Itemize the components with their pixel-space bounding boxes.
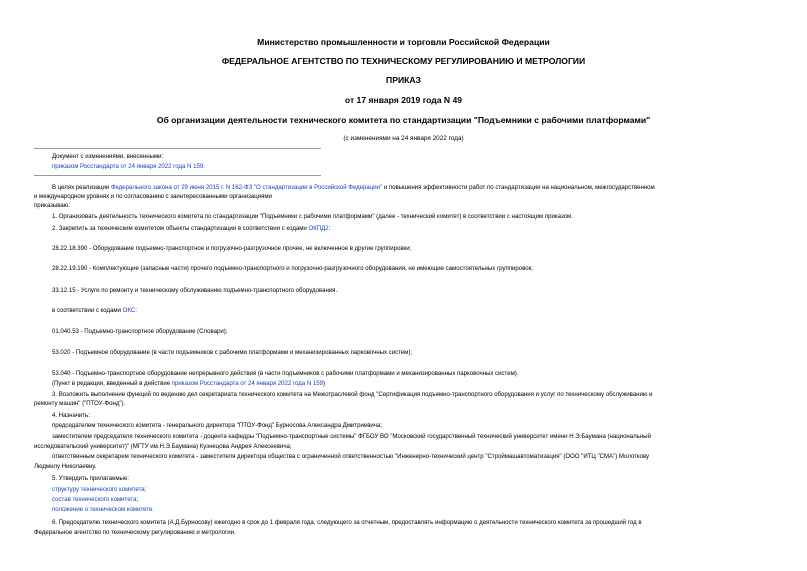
oks-line <box>52 306 137 315</box>
intro-line-1 <box>52 183 655 192</box>
regulation-link[interactable]: положение о техническом комитете. <box>52 506 155 513</box>
changes-order-link[interactable]: приказом Росстандарта от 24 января 2022 года N 159. <box>52 163 205 170</box>
code-item: 28.22.19.190 - Комплектующие (запасные части) прочего подъемно-транспортного и погрузочно-разгрузочного оборудования, не имеющие самостоятельных группировок; <box>52 265 533 272</box>
p2-post: : <box>328 225 331 232</box>
oks-pre: в соответствии с кодами <box>52 307 123 314</box>
changes-label: Документ с изменениями, внесенными: <box>52 153 164 160</box>
deputy-appointment-line-1: заместителем председателя технического комитета - доцента кафедры "Подъемно-транспортные системы" ФГБОУ ВО "Московский государственный технический университет имени Н.Э.Баумана (национальный <box>52 433 651 440</box>
composition-link[interactable]: состав технического комитета; <box>52 496 139 503</box>
chair-appointment: председателем технического комитета - генерального директора "ПТОУ-Фонд" Бурносова Александра Дмитриевича; <box>52 422 383 429</box>
structure-link[interactable]: структуру технического комитета; <box>52 486 147 493</box>
intro-post: и повышения эффективности работ по стандартизации на национальном, межгосударственном <box>382 184 655 191</box>
changes-link[interactable] <box>52 162 205 171</box>
law-link[interactable]: Федерального закона от 29 июня 2015 г. N 162-ФЗ "О стандартизации в Российской Федерации" <box>110 184 383 191</box>
structure-link-line[interactable] <box>52 485 146 494</box>
code-item: 28.22.18.390 - Оборудование подъемно-транспортное и погрузочно-разгрузочное прочее, не включенное в другие группировки; <box>52 245 412 252</box>
document-date-number: от 17 января 2019 года N 49 <box>344 95 463 105</box>
intro-pre: В целях реализации <box>52 184 111 191</box>
deputy-appointment-line-2: исследовательский университет)" (МГТУ им.Н.Э.Баумана) Кузнецова Андрея Алексеевича; <box>34 443 292 450</box>
edition-pre: (Пункт в редакции, введенный в действие <box>52 380 172 387</box>
document-title: Об организации деятельности технического комитета по стандартизации "Подъемники с рабочими платформами" <box>156 115 651 125</box>
agency-name: ФЕДЕРАЛЬНОЕ АГЕНТСТВО ПО ТЕХНИЧЕСКОМУ РЕГУЛИРОВАНИЮ И МЕТРОЛОГИИ <box>221 56 586 66</box>
composition-link-line[interactable] <box>52 495 138 504</box>
paragraph-5-heading: 5. Утвердить прилагаемые: <box>52 475 129 482</box>
paragraph-1: 1. Организовать деятельность технического комитета по стандартизации "Подъемники с рабочими платформами" (далее - технический комитет) в соответствии с настоящим приказом. <box>52 213 573 220</box>
intro-line-3: приказываю: <box>34 202 70 209</box>
paragraph-6-line-1: 6. Председателю технического комитета (А.Д.Бурносову) ежегодно в срок до 1 февраля года, следующего за отчетным, предоставлять информацию о деятельности технического комитета за прошедший год в <box>52 519 642 526</box>
intro-line-2: и международном уровнях и по согласованию с заинтересованными организациями <box>34 193 272 200</box>
oks-code-item: 01.040.53 - Подъемно-транспортное оборудование (Словари); <box>52 328 228 335</box>
divider-bottom <box>34 175 321 176</box>
paragraph-2 <box>52 224 330 233</box>
code-item: 33.12.15 - Услуги по ремонту и техническому обслуживанию подъемно-транспортного оборудования. <box>52 287 338 294</box>
secretary-appointment-line-1: ответственным секретарем технического комитета - заместителя директора общества с ограниченной ответственностью "Инженерно-технический центр "Строймашавтоматизация" (ООО "ИТЦ "СМА") Молоткову <box>52 453 650 460</box>
ministry-name: Министерство промышленности и торговли Российской Федерации <box>257 37 550 47</box>
okpd2-link[interactable]: ОКПД2 <box>308 225 329 232</box>
oks-code-item: 53.040 - Подъемно-транспортное оборудование непрерывного действия (в части подъемников с рабочими платформами и механизированных парковочных систем). <box>52 370 519 377</box>
oks-post: : <box>135 307 137 314</box>
paragraph-3-line-2: ремонту машин" ("ПТОУ-Фонд"). <box>34 400 126 407</box>
edition-note <box>52 379 325 388</box>
edition-order-link[interactable]: приказом Росстандарта от 24 января 2022 года N 159 <box>171 380 323 387</box>
secretary-appointment-line-2: Людмилу Николаевну. <box>34 463 97 470</box>
oks-code-item: 53.020 - Подъемное оборудование (в части подъемников с рабочими платформами и механизированных парковочных систем); <box>52 349 413 356</box>
oks-link[interactable]: ОКС <box>122 307 136 314</box>
divider-top <box>34 148 321 149</box>
edition-post: ) <box>322 380 325 387</box>
paragraph-3-line-1: 3. Возложить выполнение функций по ведению дел секретариата технического комитета на Межотраслевой фонд "Сертификация подъемно-транспортного оборудования и услуг по техническому обслуживанию и <box>52 391 653 398</box>
paragraph-6-line-2: Федеральное агентство по техническому регулированию и метрологии. <box>34 529 236 536</box>
p2-pre: 2. Закрепить за техническим комитетом объекты стандартизации в соответствии с кодами <box>52 225 309 232</box>
paragraph-4-heading: 4. Назначить: <box>52 412 90 419</box>
regulation-link-line[interactable] <box>52 505 154 514</box>
revision-note: (с изменениями на 24 января 2022 года) <box>343 135 464 142</box>
document-type: ПРИКАЗ <box>386 75 421 85</box>
